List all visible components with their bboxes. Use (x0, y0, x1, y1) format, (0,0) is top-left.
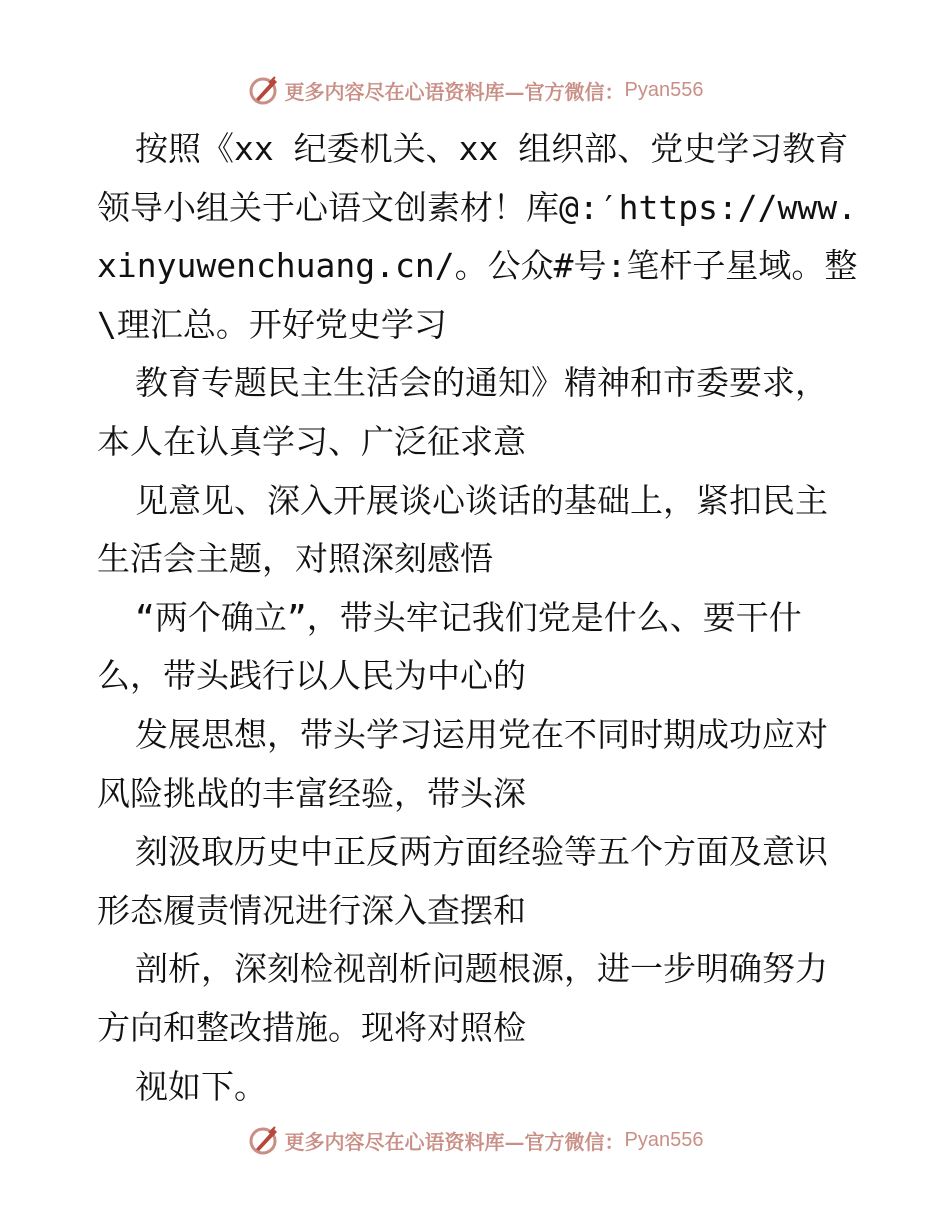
paragraph-line: 领导小组关于心语文创素材！库@:′https://www. (97, 187, 858, 227)
header-banner (0, 70, 950, 110)
feather-pen-logo-icon (247, 73, 281, 107)
paragraph-line: 风险挑战的丰富经验，带头深 (97, 773, 526, 813)
paragraph-line: 按照《xx 纪委机关、xx 组织部、党史学习教育 (135, 129, 849, 168)
paragraph-line: 剖析，深刻检视剖析问题根源，进一步明确努力 (135, 949, 828, 989)
paragraph-line: 生活会主题，对照深刻感悟 (97, 539, 493, 579)
feather-pen-logo-icon (247, 1123, 281, 1157)
banner-text: 更多内容尽在心语资料库—官方微信： (284, 79, 625, 104)
paragraph-line: 发展思想，带头学习运用党在不同时期成功应对 (135, 714, 828, 754)
paragraph-line: 形态履责情况进行深入查摆和 (97, 890, 526, 930)
paragraph-line: 刻汲取历史中正反两方面经验等五个方面及意识 (135, 832, 828, 872)
footer-banner (0, 1120, 950, 1160)
paragraph-line: 见意见、深入开展谈心谈话的基础上，紧扣民主 (135, 480, 828, 520)
paragraph-line: 本人在认真学习、广泛征求意 (97, 421, 526, 461)
paragraph-line: \理汇总。开好党史学习 (97, 304, 447, 344)
paragraph-line: 教育专题民主生活会的通知》精神和市委要求， (135, 363, 828, 403)
paragraph-line: 方向和整改措施。现将对照检 (97, 1007, 526, 1047)
paragraph-line: xinyuwenchuang.cn/。公众#号:笔杆子星域。整 (97, 246, 858, 286)
paragraph-line: 么，带头践行以人民为中心的 (97, 656, 526, 696)
document-body (97, 120, 857, 1116)
paragraph-line: “两个确立”，带头牢记我们党是什么、要干什 (135, 597, 802, 637)
paragraph-line: 视如下。 (135, 1066, 267, 1106)
wechat-id: Pyan556 (624, 78, 704, 101)
wechat-id: Pyan556 (624, 1128, 704, 1151)
banner-text: 更多内容尽在心语资料库—官方微信： (284, 1129, 625, 1154)
